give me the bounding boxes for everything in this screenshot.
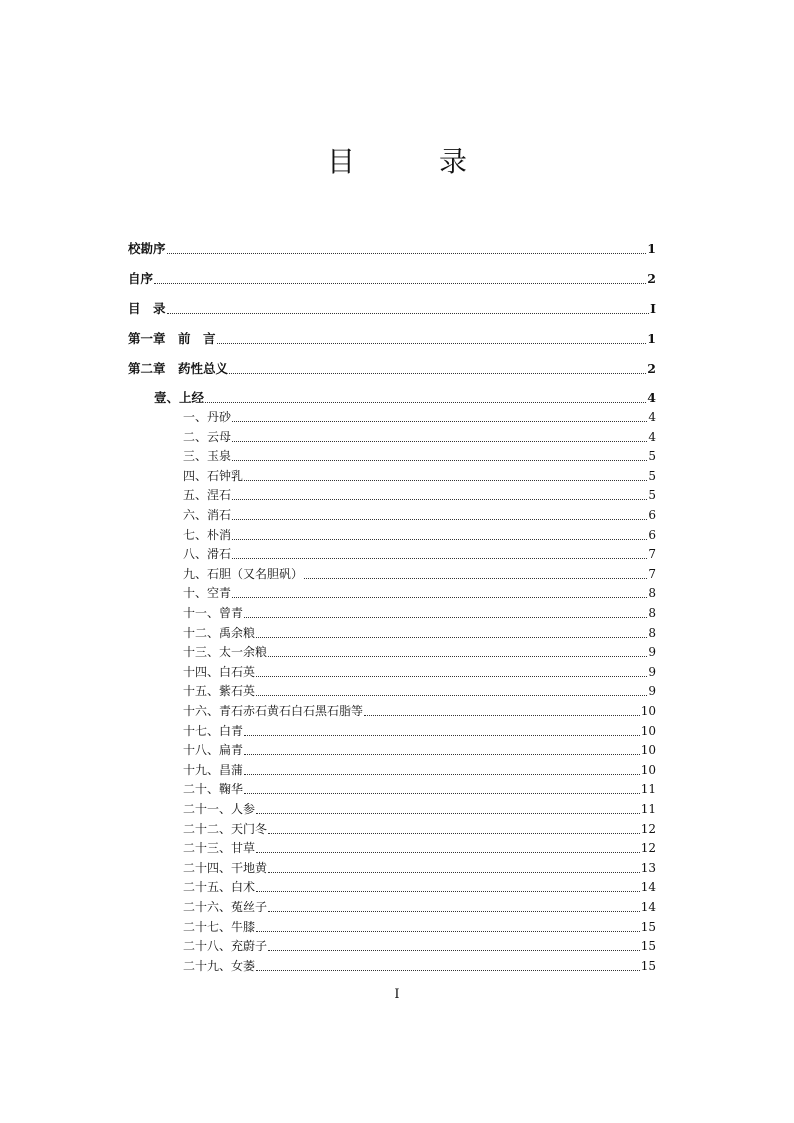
toc-entry-label: 十二、禹余粮 [183,625,256,640]
toc-entry-page: 6 [648,527,656,542]
dot-leader [232,519,647,520]
toc-entry[interactable] [183,820,656,837]
toc-entry-label: 二十二、天门冬 [183,821,268,836]
toc-entry[interactable] [128,329,656,347]
page-title: 目 录 [326,145,495,178]
toc-entry[interactable] [183,859,656,876]
toc-entry-page: 10 [640,743,656,758]
toc-entry[interactable] [183,937,656,954]
toc-entry-page: 11 [640,802,656,816]
toc-entry-page: 2 [647,361,656,376]
toc-entry[interactable] [183,584,656,601]
toc-entry[interactable] [183,545,656,562]
toc-entry[interactable] [128,239,656,257]
dot-leader [268,872,640,873]
dot-leader [232,597,647,598]
toc-entry-page: 5 [648,468,656,483]
dot-leader [256,695,647,696]
toc-entry[interactable] [183,957,656,974]
dot-leader [244,754,640,755]
toc-entry[interactable] [183,839,656,856]
toc-entry[interactable] [183,722,656,739]
toc-entry-label: 十、空青 [183,586,232,601]
toc-entry-page: I [650,301,656,316]
toc-entry[interactable] [183,565,656,582]
toc-entry[interactable] [183,682,656,699]
toc-entry-page: 7 [648,566,656,581]
dot-leader [205,402,646,403]
toc-entry-page: 15 [640,958,656,973]
toc-entry-label: 二十、鞠华 [183,782,244,797]
toc-entry-page: 1 [647,241,656,256]
toc-entry-label: 十九、昌蒲 [183,762,244,777]
toc-entry-label: 二十九、女萎 [183,958,256,973]
toc-entry-label: 校勘序 [128,241,166,256]
toc-entry-label: 四、石钟乳 [183,468,244,483]
dot-leader [244,793,640,794]
dot-leader [232,441,647,442]
toc-entry-label: 自序 [128,271,154,286]
toc-entry-label: 十七、白青 [183,723,244,738]
toc-entry-label: 十三、太一余粮 [183,645,268,660]
toc-entry-label: 三、玉泉 [183,449,232,464]
toc-entry[interactable] [183,506,656,523]
toc-entry-page: 12 [640,841,656,856]
toc-entry-page: 2 [647,271,656,286]
toc-entry-label: 十一、曾青 [183,606,244,620]
toc-entry[interactable] [183,761,656,778]
toc-entry-page: 10 [640,704,656,718]
dot-leader [304,578,647,579]
toc-entry-label: 目 录 [128,301,166,316]
dot-leader [256,637,647,638]
toc-entry[interactable] [183,467,656,484]
toc-entry-label: 壹、上经 [154,390,205,405]
toc-entry-page: 10 [640,762,656,777]
toc-entry-label: 二十三、甘草 [183,841,256,856]
toc-entry[interactable] [183,526,656,543]
toc-entry-page: 14 [640,880,656,895]
toc-entry-label: 第一章 前 言 [128,331,216,346]
dot-leader [256,813,640,814]
dot-leader [268,656,647,657]
toc-entry-label: 二、云母 [183,429,232,444]
dot-leader [256,676,647,677]
toc-entry-label: 七、朴消 [183,527,232,542]
toc-entry[interactable] [128,269,656,287]
dot-leader [268,950,640,951]
dot-leader [244,735,640,736]
dot-leader [217,343,647,344]
toc-entry-page: 14 [640,900,656,914]
dot-leader [154,283,646,284]
toc-entry-label: 十五、紫石英 [183,684,256,699]
toc-entry-page: 8 [648,625,656,640]
toc-entry-page: 7 [648,547,656,562]
toc-entry[interactable] [183,780,656,797]
toc-entry-label: 五、涅石 [183,488,232,503]
toc-entry[interactable] [183,663,656,680]
toc-entry[interactable] [183,800,656,817]
toc-entry[interactable] [183,918,656,935]
dot-leader [244,774,640,775]
toc-entry-label: 六、消石 [183,508,232,522]
dot-leader [256,931,640,932]
toc-entry-label: 一、丹砂 [183,410,232,424]
toc-entry[interactable] [183,408,656,425]
toc-entry-page: 15 [640,919,656,934]
toc-entry-label: 二十八、充蔚子 [183,939,268,954]
toc-entry-label: 十八、扁青 [183,743,244,758]
dot-leader [229,373,646,374]
toc-entry-page: 4 [647,390,656,405]
toc-entry-page: 9 [648,664,656,679]
toc-entry-label: 第二章 药性总义 [128,361,229,376]
toc-entry-label: 二十五、白术 [183,880,256,895]
toc-entry-page: 1 [647,331,656,346]
toc-entry-page: 10 [640,723,656,738]
dot-leader [268,911,640,912]
dot-leader [232,460,647,461]
dot-leader [256,891,640,892]
toc-entry[interactable] [183,604,656,621]
toc-entry[interactable] [128,359,656,377]
toc-entry-page: 15 [640,939,656,954]
dot-leader [244,617,647,618]
toc-entry-page: 4 [648,429,656,444]
toc-entry-label: 九、石胆（又名胆矾） [183,566,304,581]
toc-entry-page: 5 [648,488,656,503]
toc-entry-page: 12 [640,821,656,836]
toc-entry-label: 十六、青石赤石黄石白石黑石脂等 [183,704,364,718]
toc-entry-page: 6 [648,508,656,522]
toc-entry[interactable] [128,299,656,317]
dot-leader [232,421,647,422]
dot-leader [256,970,640,971]
toc-entry[interactable] [154,388,656,406]
dot-leader [167,313,650,314]
dot-leader [167,253,647,254]
toc-entry[interactable] [183,486,656,503]
dot-leader [232,539,647,540]
toc-entry[interactable] [183,447,656,464]
dot-leader [268,833,640,834]
toc-entry[interactable] [183,428,656,445]
dot-leader [244,480,647,481]
toc-entry[interactable] [183,702,656,719]
toc-entry-label: 二十六、菟丝子 [183,900,268,914]
toc-entry[interactable] [183,898,656,915]
toc-entry[interactable] [183,741,656,758]
toc-entry-page: 5 [648,449,656,464]
dot-leader [232,558,647,559]
dot-leader [364,715,640,716]
toc-entry[interactable] [183,878,656,895]
toc-entry-label: 二十七、牛膝 [183,919,256,934]
toc-entry-label: 八、滑石 [183,547,232,562]
page-number: I [394,987,400,1002]
dot-leader [232,499,647,500]
toc-entry-label: 十四、白石英 [183,664,256,679]
toc-entry-page: 9 [648,645,656,660]
toc-entry-page: 8 [648,606,656,620]
toc-entry-label: 二十四、干地黄 [183,860,268,875]
dot-leader [256,852,640,853]
toc-entry-page: 13 [640,860,656,875]
toc-entry[interactable] [183,624,656,641]
toc-entry-page: 9 [648,684,656,699]
toc-entry-page: 4 [648,410,656,424]
toc-entry-page: 11 [640,782,656,797]
toc-entry-label: 二十一、人参 [183,802,256,816]
toc-entry[interactable] [183,643,656,660]
toc-entry-page: 8 [648,586,656,601]
